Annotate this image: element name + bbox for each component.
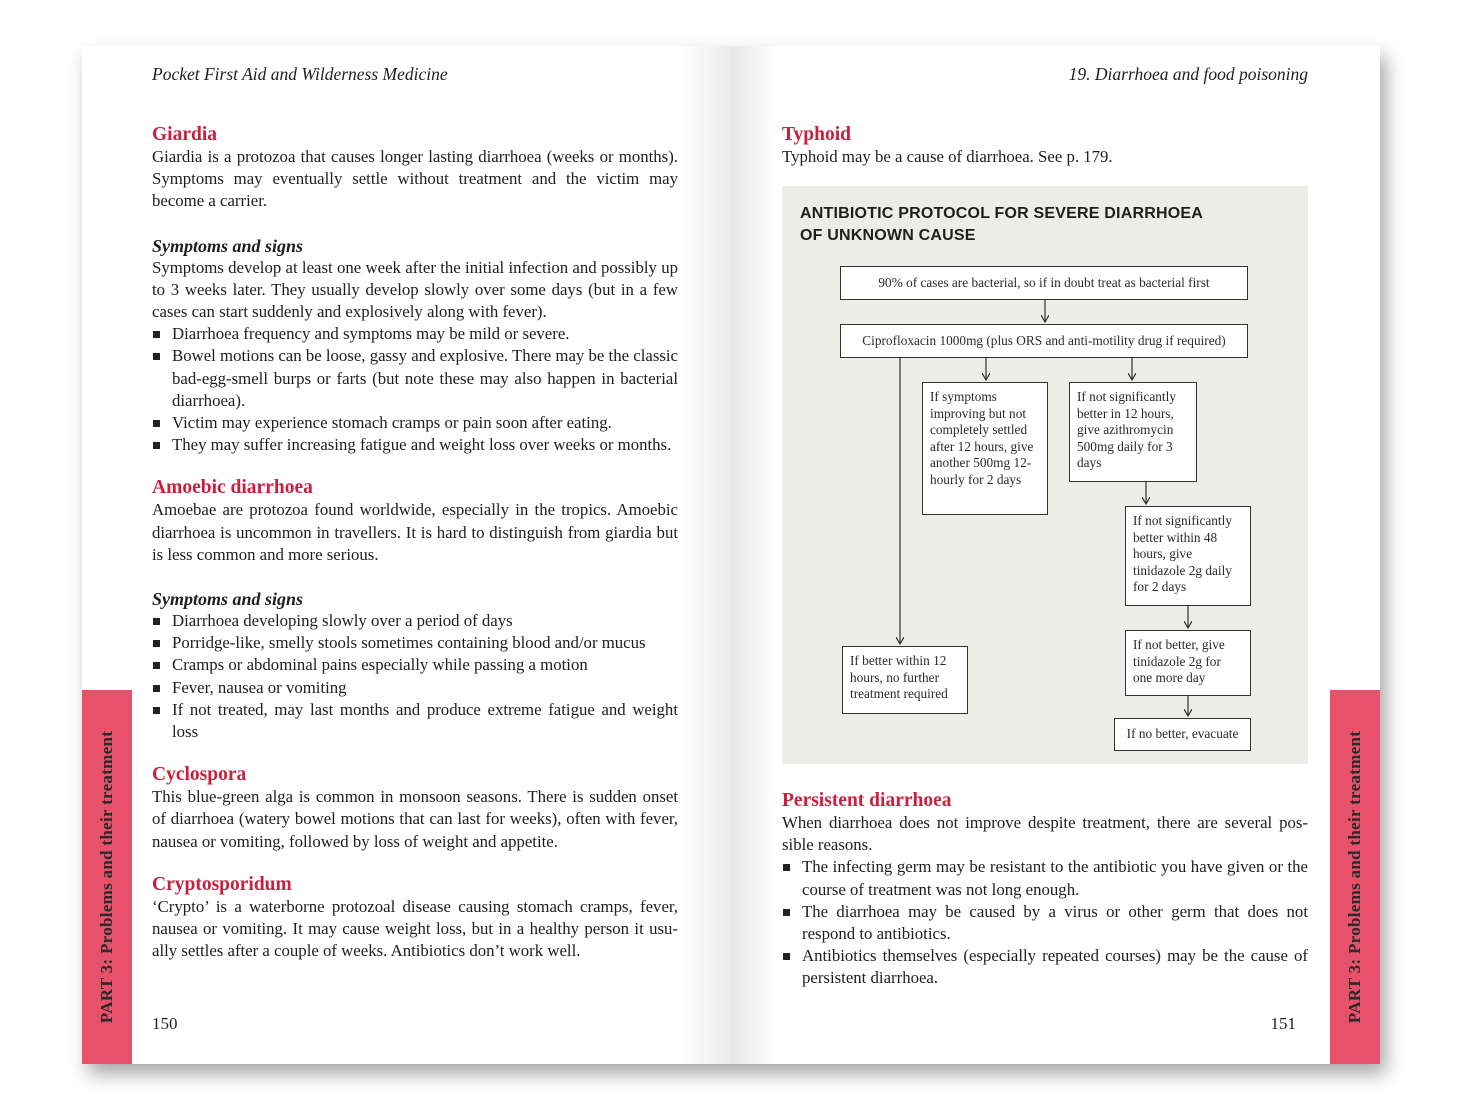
list-item: They may suffer increasing fatigue and weight loss over weeks or months. (152, 434, 678, 456)
giardia-heading: Giardia (152, 124, 218, 145)
list-item: Diarrhoea developing slowly over a period of days (152, 610, 678, 632)
flowchart-box-better-within-12-hours: If better within 12 hours, no further treatment required (842, 646, 968, 714)
flowchart-box-azithromycin: If not significantly better in 12 hours, give azithromycin 500mg daily for 3 days (1069, 382, 1197, 482)
flowchart-box-bacterial: 90% of cases are bacterial, so if in doubt treat as bacterial first (840, 266, 1248, 300)
flowchart-box-tinidazole-one-more-day: If not better, give tinidazole 2g for one more day (1125, 630, 1251, 696)
side-tab-left-label: PART 3: Problems and their treatment (97, 730, 116, 1024)
left-page (82, 46, 731, 1064)
list-item: Diarrhoea frequency and symptoms may be mild or severe. (152, 323, 678, 345)
amoebic-intro: Amoebae are protozoa found worldwide, especially in the tropics. Amoebic diarrhoea is uncommon in travellers. It is hard to distinguish from giardia but is less common and more serious. (152, 500, 678, 564)
flowchart-box-improving: If symptoms improving but not completely settled after 12 hours, give another 500mg 12-hourly for 2 days (922, 382, 1048, 515)
giardia-bullets (152, 323, 678, 456)
side-tab-right-label: PART 3: Problems and their treatment (1345, 730, 1364, 1024)
list-item: The infecting germ may be resistant to the antibiotic you have given or the course of treatment was not long enough. (782, 856, 1308, 900)
protocol-title-line1: ANTIBIOTIC PROTOCOL FOR SEVERE DIARRHOEA (800, 205, 1203, 222)
persistent-heading: Persistent diarrhoea (782, 790, 952, 811)
persistent-section (782, 790, 1308, 990)
list-item: Porridge-like, smelly stools sometimes containing blood and/or mucus (152, 632, 678, 654)
side-tab-left (82, 690, 132, 1064)
cyclospora-heading: Cyclospora (152, 764, 247, 786)
page-number-left: 150 (152, 1014, 178, 1033)
giardia-symptoms-heading: Symptoms and signs (152, 235, 304, 256)
side-tab-right (1330, 690, 1380, 1064)
list-item: Victim may experience stomach cramps or pain soon after eating. (152, 412, 678, 434)
list-item: The diarrhoea may be caused by a virus or other germ that does not respond to antibiotics. (782, 901, 1308, 945)
antibiotic-protocol-flowchart (782, 186, 1308, 764)
persistent-intro: When diarrhoea does not improve despite treatment, there are several pos-sible reasons. (782, 813, 1308, 855)
list-item: Cramps or abdominal pains especially while passing a motion (152, 654, 678, 676)
persistent-bullets (782, 856, 1308, 989)
running-head-right: 19. Diarrhoea and food poisoning (1068, 64, 1308, 84)
flowchart-box-tinidazole-2-days: If not significantly better within 48 hours, give tinidazole 2g daily for 2 days (1125, 506, 1251, 606)
cyclospora-text: This blue-green alga is common in monsoon seasons. There is sudden onset of diarrhoea (watery bowel motions that can last for weeks), often with fever, nausea or vomiting, followed by loss of weight and appetite. (152, 787, 678, 851)
list-item: Bowel motions can be loose, gassy and explosive. There may be the classic bad-egg-smell burps or farts (but note these may also happen in bacterial diarrhoea). (152, 345, 678, 412)
list-item: Fever, nausea or vomiting (152, 677, 678, 699)
typhoid-text: Typhoid may be a cause of diarrhoea. See p. 179. (782, 147, 1113, 166)
running-head-left: Pocket First Aid and Wilderness Medicine (152, 64, 448, 84)
list-item: Antibiotics themselves (especially repeated courses) may be the cause of persistent diarrhoea. (782, 945, 1308, 989)
left-page-body (152, 124, 678, 962)
amoebic-bullets (152, 610, 678, 743)
right-page (731, 46, 1380, 1064)
amoebic-symptoms-heading: Symptoms and signs (152, 589, 304, 610)
list-item: If not treated, may last months and produce extreme fatigue and weight loss (152, 699, 678, 743)
cryptosporidum-heading: Cryptosporidum (152, 873, 292, 895)
flowchart-box-ciprofloxacin: Ciprofloxacin 1000mg (plus ORS and anti-motility drug if required) (840, 324, 1248, 358)
flowchart-box-evacuate: If no better, evacuate (1114, 718, 1251, 751)
giardia-intro: Giardia is a protozoa that causes longer lasting diarrhoea (weeks or months). Symptoms may eventually settle without treatment and the victim may become a carrier. (152, 147, 678, 211)
page-number-right: 151 (1270, 1014, 1296, 1033)
typhoid-heading: Typhoid (782, 124, 852, 145)
book-spread (82, 46, 1380, 1064)
typhoid-section (782, 124, 1308, 168)
amoebic-heading: Amoebic diarrhoea (152, 477, 313, 499)
giardia-symptoms-intro: Symptoms develop at least one week after the initial infection and possibly up to 3 weeks later. They usually develop slowly over some days (but in a few cases can start suddenly and explosively along with fever). (152, 257, 678, 322)
cryptosporidum-text: ‘Crypto’ is a waterborne protozoal disease causing stomach cramps, fever, nausea or vomiting. It may cause weight loss, but in a healthy person it usu-ally settles after a couple of weeks. Antibiotics don’t work well. (152, 896, 678, 961)
protocol-title-line2: OF UNKNOWN CAUSE (800, 227, 976, 244)
